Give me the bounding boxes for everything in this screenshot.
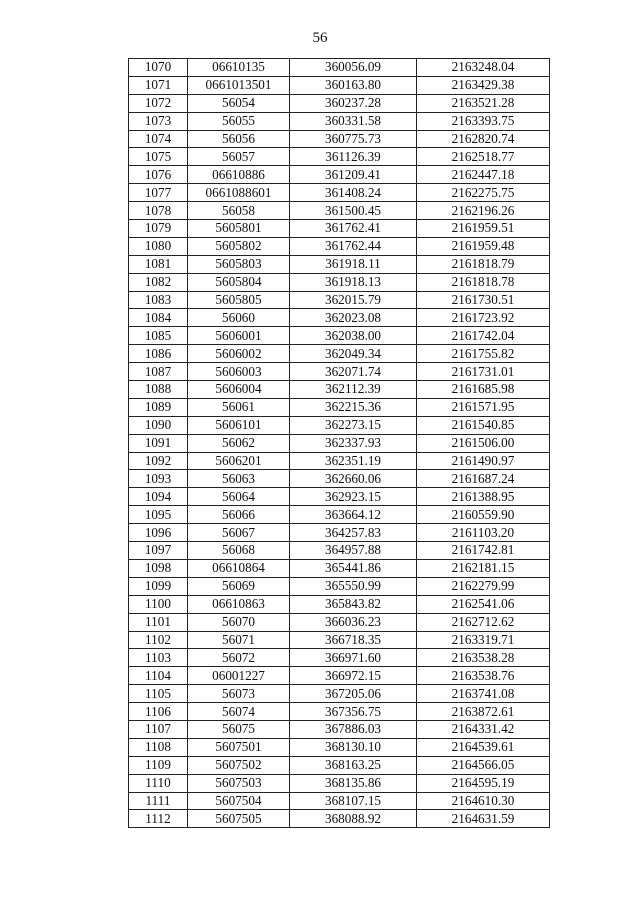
table-row: [129, 774, 550, 792]
row-number-cell: 1076: [129, 166, 188, 184]
x-coordinate-cell: 368135.86: [290, 774, 417, 792]
table-row: [129, 488, 550, 506]
point-id-cell: 56067: [188, 524, 290, 542]
row-number-cell: 1078: [129, 202, 188, 220]
point-id-cell: 5607502: [188, 756, 290, 774]
y-coordinate-cell: 2161687.24: [417, 470, 550, 488]
row-number-cell: 1099: [129, 577, 188, 595]
point-id-cell: 56060: [188, 309, 290, 327]
row-number-cell: 1070: [129, 59, 188, 77]
y-coordinate-cell: 2161723.92: [417, 309, 550, 327]
y-coordinate-cell: 2161742.04: [417, 327, 550, 345]
table-row: [129, 59, 550, 77]
y-coordinate-cell: 2162447.18: [417, 166, 550, 184]
point-id-cell: 5606004: [188, 381, 290, 399]
table-row: [129, 309, 550, 327]
y-coordinate-cell: 2163248.04: [417, 59, 550, 77]
point-id-cell: 56058: [188, 202, 290, 220]
point-id-cell: 56057: [188, 148, 290, 166]
table-row: [129, 631, 550, 649]
row-number-cell: 1075: [129, 148, 188, 166]
y-coordinate-cell: 2164539.61: [417, 738, 550, 756]
x-coordinate-cell: 364957.88: [290, 542, 417, 560]
row-number-cell: 1094: [129, 488, 188, 506]
x-coordinate-cell: 367886.03: [290, 720, 417, 738]
y-coordinate-cell: 2161959.51: [417, 220, 550, 238]
x-coordinate-cell: 366036.23: [290, 613, 417, 631]
row-number-cell: 1087: [129, 363, 188, 381]
row-number-cell: 1085: [129, 327, 188, 345]
table-row: [129, 720, 550, 738]
table-row: [129, 470, 550, 488]
table-row: [129, 255, 550, 273]
table-row: [129, 184, 550, 202]
y-coordinate-cell: 2163538.76: [417, 667, 550, 685]
point-id-cell: 56054: [188, 94, 290, 112]
y-coordinate-cell: 2162275.75: [417, 184, 550, 202]
y-coordinate-cell: 2163741.08: [417, 685, 550, 703]
point-id-cell: 0661013501: [188, 76, 290, 94]
y-coordinate-cell: 2161103.20: [417, 524, 550, 542]
y-coordinate-cell: 2161540.85: [417, 416, 550, 434]
row-number-cell: 1090: [129, 416, 188, 434]
row-number-cell: 1109: [129, 756, 188, 774]
y-coordinate-cell: 2162518.77: [417, 148, 550, 166]
x-coordinate-cell: 362215.36: [290, 398, 417, 416]
row-number-cell: 1098: [129, 559, 188, 577]
row-number-cell: 1079: [129, 220, 188, 238]
y-coordinate-cell: 2162712.62: [417, 613, 550, 631]
x-coordinate-cell: 362660.06: [290, 470, 417, 488]
x-coordinate-cell: 360163.80: [290, 76, 417, 94]
point-id-cell: 56062: [188, 434, 290, 452]
table-row: [129, 237, 550, 255]
table-row: [129, 649, 550, 667]
x-coordinate-cell: 362273.15: [290, 416, 417, 434]
table-row: [129, 148, 550, 166]
x-coordinate-cell: 361762.44: [290, 237, 417, 255]
point-id-cell: 56075: [188, 720, 290, 738]
y-coordinate-cell: 2164566.05: [417, 756, 550, 774]
table-row: [129, 381, 550, 399]
point-id-cell: 56068: [188, 542, 290, 560]
point-id-cell: 5605802: [188, 237, 290, 255]
point-id-cell: 5607505: [188, 810, 290, 828]
point-id-cell: 5605804: [188, 273, 290, 291]
point-id-cell: 56071: [188, 631, 290, 649]
row-number-cell: 1110: [129, 774, 188, 792]
x-coordinate-cell: 362112.39: [290, 381, 417, 399]
coordinates-table: [128, 58, 550, 828]
row-number-cell: 1071: [129, 76, 188, 94]
row-number-cell: 1101: [129, 613, 188, 631]
x-coordinate-cell: 362049.34: [290, 345, 417, 363]
table-body: [129, 59, 550, 828]
x-coordinate-cell: 362337.93: [290, 434, 417, 452]
point-id-cell: 06001227: [188, 667, 290, 685]
row-number-cell: 1086: [129, 345, 188, 363]
row-number-cell: 1081: [129, 255, 188, 273]
y-coordinate-cell: 2161388.95: [417, 488, 550, 506]
point-id-cell: 06610863: [188, 595, 290, 613]
table-row: [129, 559, 550, 577]
row-number-cell: 1100: [129, 595, 188, 613]
y-coordinate-cell: 2160559.90: [417, 506, 550, 524]
point-id-cell: 06610886: [188, 166, 290, 184]
point-id-cell: 5606001: [188, 327, 290, 345]
point-id-cell: 5605803: [188, 255, 290, 273]
row-number-cell: 1111: [129, 792, 188, 810]
x-coordinate-cell: 360237.28: [290, 94, 417, 112]
point-id-cell: 56063: [188, 470, 290, 488]
y-coordinate-cell: 2164610.30: [417, 792, 550, 810]
row-number-cell: 1108: [129, 738, 188, 756]
point-id-cell: 56073: [188, 685, 290, 703]
x-coordinate-cell: 362023.08: [290, 309, 417, 327]
table-row: [129, 130, 550, 148]
table-row: [129, 416, 550, 434]
row-number-cell: 1072: [129, 94, 188, 112]
point-id-cell: 5607501: [188, 738, 290, 756]
row-number-cell: 1073: [129, 112, 188, 130]
point-id-cell: 5606002: [188, 345, 290, 363]
table-row: [129, 112, 550, 130]
y-coordinate-cell: 2163538.28: [417, 649, 550, 667]
point-id-cell: 5605805: [188, 291, 290, 309]
y-coordinate-cell: 2161571.95: [417, 398, 550, 416]
x-coordinate-cell: 366971.60: [290, 649, 417, 667]
table-row: [129, 792, 550, 810]
row-number-cell: 1106: [129, 703, 188, 721]
table-row: [129, 524, 550, 542]
point-id-cell: 5606003: [188, 363, 290, 381]
table-row: [129, 667, 550, 685]
x-coordinate-cell: 365843.82: [290, 595, 417, 613]
row-number-cell: 1093: [129, 470, 188, 488]
y-coordinate-cell: 2163393.75: [417, 112, 550, 130]
x-coordinate-cell: 361918.13: [290, 273, 417, 291]
point-id-cell: 56061: [188, 398, 290, 416]
table-row: [129, 595, 550, 613]
point-id-cell: 56069: [188, 577, 290, 595]
table-row: [129, 756, 550, 774]
row-number-cell: 1077: [129, 184, 188, 202]
y-coordinate-cell: 2161731.01: [417, 363, 550, 381]
row-number-cell: 1091: [129, 434, 188, 452]
row-number-cell: 1103: [129, 649, 188, 667]
x-coordinate-cell: 368107.15: [290, 792, 417, 810]
x-coordinate-cell: 361762.41: [290, 220, 417, 238]
table-row: [129, 94, 550, 112]
point-id-cell: 56072: [188, 649, 290, 667]
table-row: [129, 452, 550, 470]
x-coordinate-cell: 365550.99: [290, 577, 417, 595]
y-coordinate-cell: 2162541.06: [417, 595, 550, 613]
table-row: [129, 220, 550, 238]
table-row: [129, 398, 550, 416]
table-row: [129, 291, 550, 309]
table-row: [129, 685, 550, 703]
y-coordinate-cell: 2161490.97: [417, 452, 550, 470]
row-number-cell: 1074: [129, 130, 188, 148]
y-coordinate-cell: 2164631.59: [417, 810, 550, 828]
row-number-cell: 1082: [129, 273, 188, 291]
x-coordinate-cell: 361408.24: [290, 184, 417, 202]
point-id-cell: 5607503: [188, 774, 290, 792]
point-id-cell: 56070: [188, 613, 290, 631]
x-coordinate-cell: 365441.86: [290, 559, 417, 577]
y-coordinate-cell: 2161818.78: [417, 273, 550, 291]
x-coordinate-cell: 362015.79: [290, 291, 417, 309]
y-coordinate-cell: 2161755.82: [417, 345, 550, 363]
x-coordinate-cell: 368130.10: [290, 738, 417, 756]
row-number-cell: 1102: [129, 631, 188, 649]
x-coordinate-cell: 366972.15: [290, 667, 417, 685]
y-coordinate-cell: 2162279.99: [417, 577, 550, 595]
row-number-cell: 1080: [129, 237, 188, 255]
y-coordinate-cell: 2161730.51: [417, 291, 550, 309]
point-id-cell: 5606101: [188, 416, 290, 434]
point-id-cell: 56056: [188, 130, 290, 148]
row-number-cell: 1096: [129, 524, 188, 542]
point-id-cell: 5606201: [188, 452, 290, 470]
y-coordinate-cell: 2161959.48: [417, 237, 550, 255]
row-number-cell: 1084: [129, 309, 188, 327]
table-row: [129, 273, 550, 291]
y-coordinate-cell: 2161818.79: [417, 255, 550, 273]
row-number-cell: 1107: [129, 720, 188, 738]
x-coordinate-cell: 361500.45: [290, 202, 417, 220]
y-coordinate-cell: 2163521.28: [417, 94, 550, 112]
row-number-cell: 1095: [129, 506, 188, 524]
y-coordinate-cell: 2161506.00: [417, 434, 550, 452]
y-coordinate-cell: 2162196.26: [417, 202, 550, 220]
y-coordinate-cell: 2164595.19: [417, 774, 550, 792]
x-coordinate-cell: 367356.75: [290, 703, 417, 721]
y-coordinate-cell: 2163872.61: [417, 703, 550, 721]
y-coordinate-cell: 2163429.38: [417, 76, 550, 94]
point-id-cell: 56074: [188, 703, 290, 721]
point-id-cell: 06610135: [188, 59, 290, 77]
x-coordinate-cell: 366718.35: [290, 631, 417, 649]
point-id-cell: 06610864: [188, 559, 290, 577]
point-id-cell: 5607504: [188, 792, 290, 810]
x-coordinate-cell: 362038.00: [290, 327, 417, 345]
row-number-cell: 1097: [129, 542, 188, 560]
y-coordinate-cell: 2162820.74: [417, 130, 550, 148]
table-row: [129, 434, 550, 452]
x-coordinate-cell: 364257.83: [290, 524, 417, 542]
y-coordinate-cell: 2163319.71: [417, 631, 550, 649]
x-coordinate-cell: 362071.74: [290, 363, 417, 381]
x-coordinate-cell: 363664.12: [290, 506, 417, 524]
x-coordinate-cell: 360056.09: [290, 59, 417, 77]
row-number-cell: 1088: [129, 381, 188, 399]
table-row: [129, 542, 550, 560]
table-row: [129, 345, 550, 363]
table-row: [129, 76, 550, 94]
y-coordinate-cell: 2161742.81: [417, 542, 550, 560]
table-row: [129, 577, 550, 595]
table-row: [129, 506, 550, 524]
point-id-cell: 0661088601: [188, 184, 290, 202]
x-coordinate-cell: 368088.92: [290, 810, 417, 828]
row-number-cell: 1112: [129, 810, 188, 828]
point-id-cell: 56064: [188, 488, 290, 506]
y-coordinate-cell: 2162181.15: [417, 559, 550, 577]
y-coordinate-cell: 2164331.42: [417, 720, 550, 738]
point-id-cell: 5605801: [188, 220, 290, 238]
table-row: [129, 703, 550, 721]
table-row: [129, 166, 550, 184]
x-coordinate-cell: 361918.11: [290, 255, 417, 273]
point-id-cell: 56066: [188, 506, 290, 524]
x-coordinate-cell: 362351.19: [290, 452, 417, 470]
page-number: 56: [312, 30, 328, 46]
table-row: [129, 363, 550, 381]
x-coordinate-cell: 361209.41: [290, 166, 417, 184]
x-coordinate-cell: 368163.25: [290, 756, 417, 774]
row-number-cell: 1083: [129, 291, 188, 309]
table-row: [129, 613, 550, 631]
x-coordinate-cell: 361126.39: [290, 148, 417, 166]
y-coordinate-cell: 2161685.98: [417, 381, 550, 399]
row-number-cell: 1092: [129, 452, 188, 470]
row-number-cell: 1105: [129, 685, 188, 703]
table-row: [129, 810, 550, 828]
row-number-cell: 1104: [129, 667, 188, 685]
row-number-cell: 1089: [129, 398, 188, 416]
x-coordinate-cell: 362923.15: [290, 488, 417, 506]
x-coordinate-cell: 360331.58: [290, 112, 417, 130]
table-row: [129, 738, 550, 756]
point-id-cell: 56055: [188, 112, 290, 130]
table-row: [129, 202, 550, 220]
x-coordinate-cell: 360775.73: [290, 130, 417, 148]
x-coordinate-cell: 367205.06: [290, 685, 417, 703]
table-row: [129, 327, 550, 345]
